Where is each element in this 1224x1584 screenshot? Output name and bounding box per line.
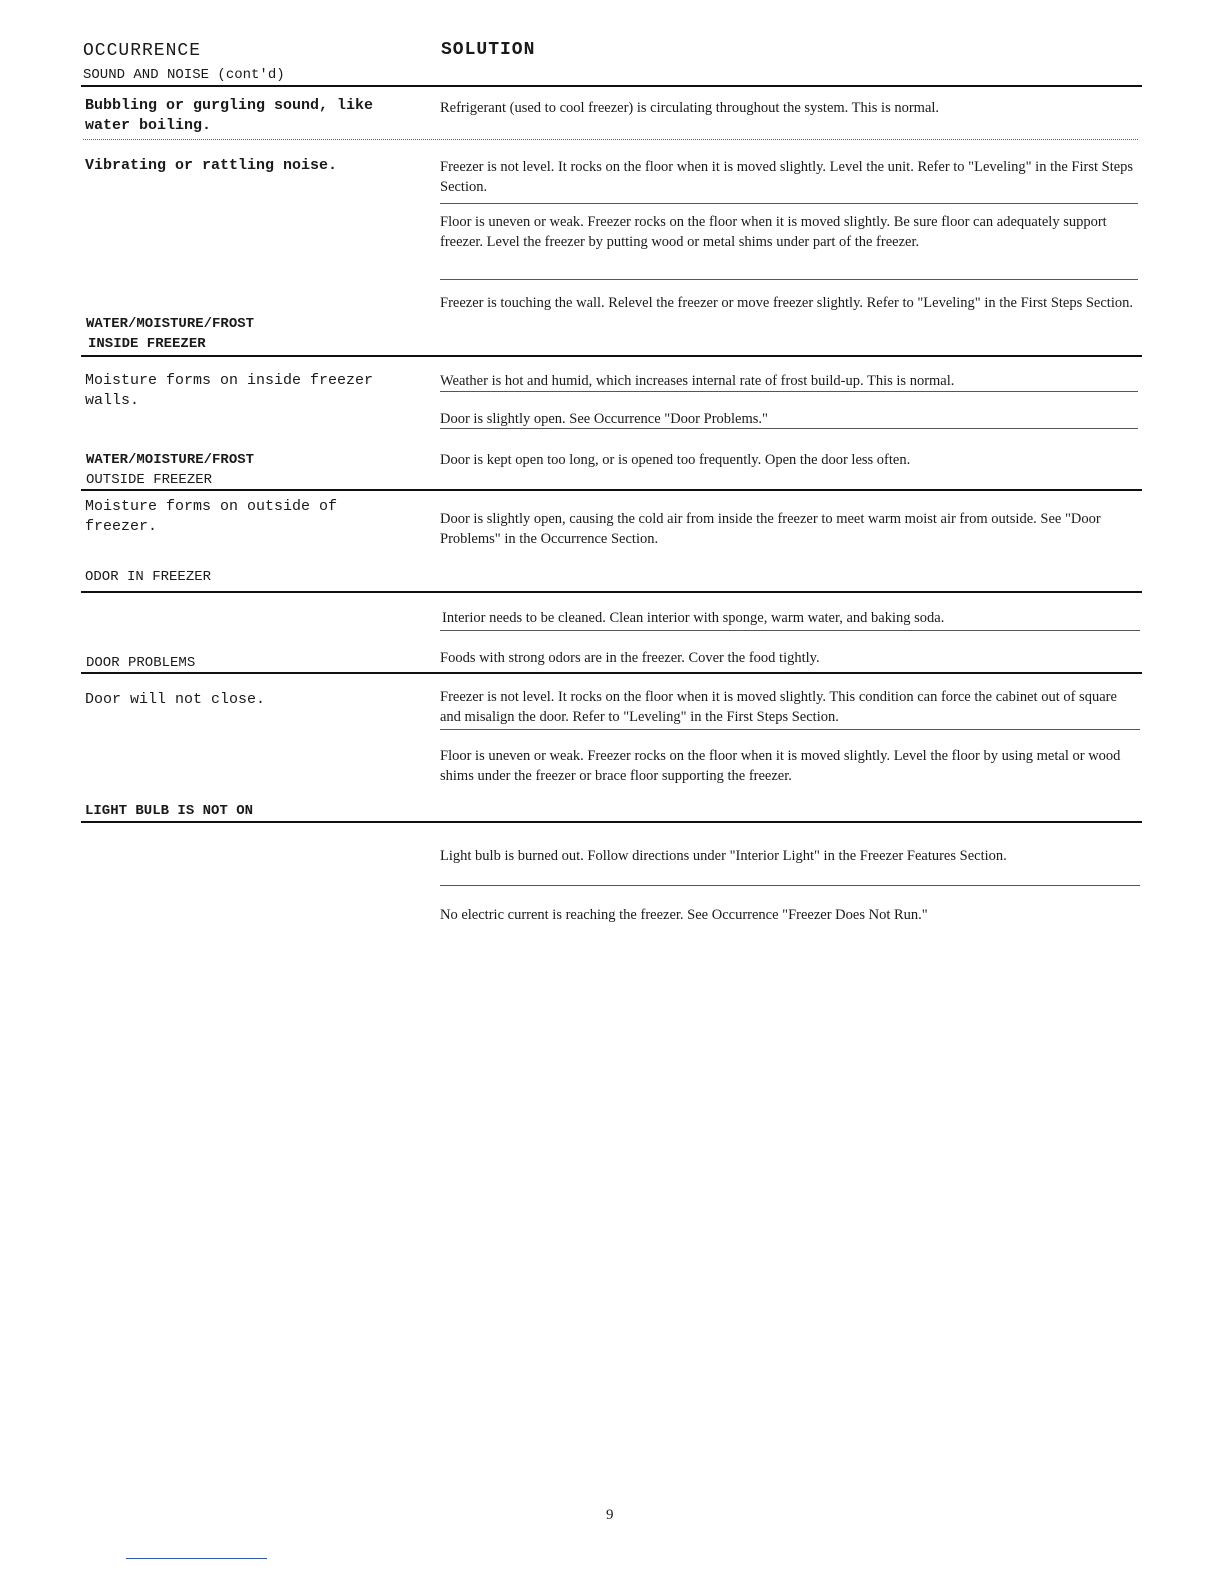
solution-weather: Weather is hot and humid, which increases internal rate of frost build-up. This is normal. — [440, 373, 955, 389]
row-divider — [440, 885, 1140, 886]
footer-link-rule — [126, 1558, 267, 1559]
section-divider — [81, 591, 1142, 593]
section-divider — [81, 355, 1142, 357]
solution-not-level-1: Freezer is not level. It rocks on the floor when it is moved slightly. Level the unit. Refer to "Leveling" in the First Steps Section. — [440, 159, 1134, 195]
section-divider — [81, 672, 1142, 674]
section-sound-noise: SOUND AND NOISE (cont'd) — [83, 67, 285, 83]
row-divider — [440, 729, 1140, 730]
solution-floor-uneven-1: Floor is uneven or weak. Freezer rocks on the floor when it is moved slightly. Be sure floor can adequately support freezer. Level the freezer by putting wood or metal shims under part of the freezer. — [440, 214, 1107, 250]
section-water-inside-line1: WATER/MOISTURE/FROST — [86, 316, 255, 332]
occurrence-moisture-inside: Moisture forms on inside freezer walls. — [85, 372, 374, 409]
row-divider — [83, 139, 1138, 140]
solution-door-open-1: Door is slightly open. See Occurrence "Door Problems." — [440, 411, 768, 427]
row-divider — [440, 279, 1138, 280]
solution-door-open-2: Door is slightly open, causing the cold air from inside the freezer to meet warm moist air from outside. See "Door Problems" in the Occurrence Section. — [440, 511, 1101, 547]
occurrence-header: OCCURRENCE — [83, 41, 202, 61]
occurrence-bubbling: Bubbling or gurgling sound, like water boiling. — [85, 97, 374, 134]
solution-interior-clean: Interior needs to be cleaned. Clean interior with sponge, warm water, and baking soda. — [442, 610, 945, 626]
occurrence-door-not-close: Door will not close. — [85, 691, 266, 708]
solution-strong-odors: Foods with strong odors are in the freezer. Cover the food tightly. — [440, 650, 820, 666]
section-divider — [81, 85, 1142, 87]
row-divider — [440, 630, 1140, 631]
solution-not-level-2: Freezer is not level. It rocks on the floor when it is moved slightly. This condition can force the cabinet out of square and misalign the door. Refer to "Leveling" in the First Steps Section. — [440, 689, 1117, 725]
section-light-bulb: LIGHT BULB IS NOT ON — [85, 803, 254, 819]
solution-bulb-burned: Light bulb is burned out. Follow directions under "Interior Light" in the Freezer Features Section. — [440, 848, 1007, 864]
section-divider — [81, 821, 1142, 823]
section-water-outside-line1: WATER/MOISTURE/FROST — [86, 452, 255, 468]
section-odor: ODOR IN FREEZER — [85, 569, 212, 585]
section-divider — [81, 489, 1142, 491]
section-door-problems: DOOR PROBLEMS — [86, 655, 196, 671]
section-water-outside-line2: OUTSIDE FREEZER — [86, 472, 213, 488]
solution-door-kept-open: Door is kept open too long, or is opened too frequently. Open the door less often. — [440, 452, 911, 468]
solution-header: SOLUTION — [441, 40, 536, 60]
section-water-inside-line2: INSIDE FREEZER — [88, 336, 206, 352]
solution-touching-wall: Freezer is touching the wall. Relevel the freezer or move freezer slightly. Refer to "Leveling" in the First Steps Section. — [440, 295, 1133, 311]
occurrence-vibrating: Vibrating or rattling noise. — [85, 157, 338, 174]
row-divider — [440, 203, 1138, 204]
solution-no-current: No electric current is reaching the freezer. See Occurrence "Freezer Does Not Run." — [440, 907, 928, 923]
occurrence-moisture-outside: Moisture forms on outside of freezer. — [85, 498, 338, 535]
row-divider — [440, 391, 1138, 392]
page-number: 9 — [606, 1507, 614, 1523]
solution-floor-uneven-2: Floor is uneven or weak. Freezer rocks on the floor when it is moved slightly. Level the floor by using metal or wood shims under the freezer or brace floor supporting the freezer. — [440, 748, 1121, 784]
row-divider — [440, 428, 1138, 429]
solution-refrigerant: Refrigerant (used to cool freezer) is circulating throughout the system. This is normal. — [440, 100, 940, 116]
